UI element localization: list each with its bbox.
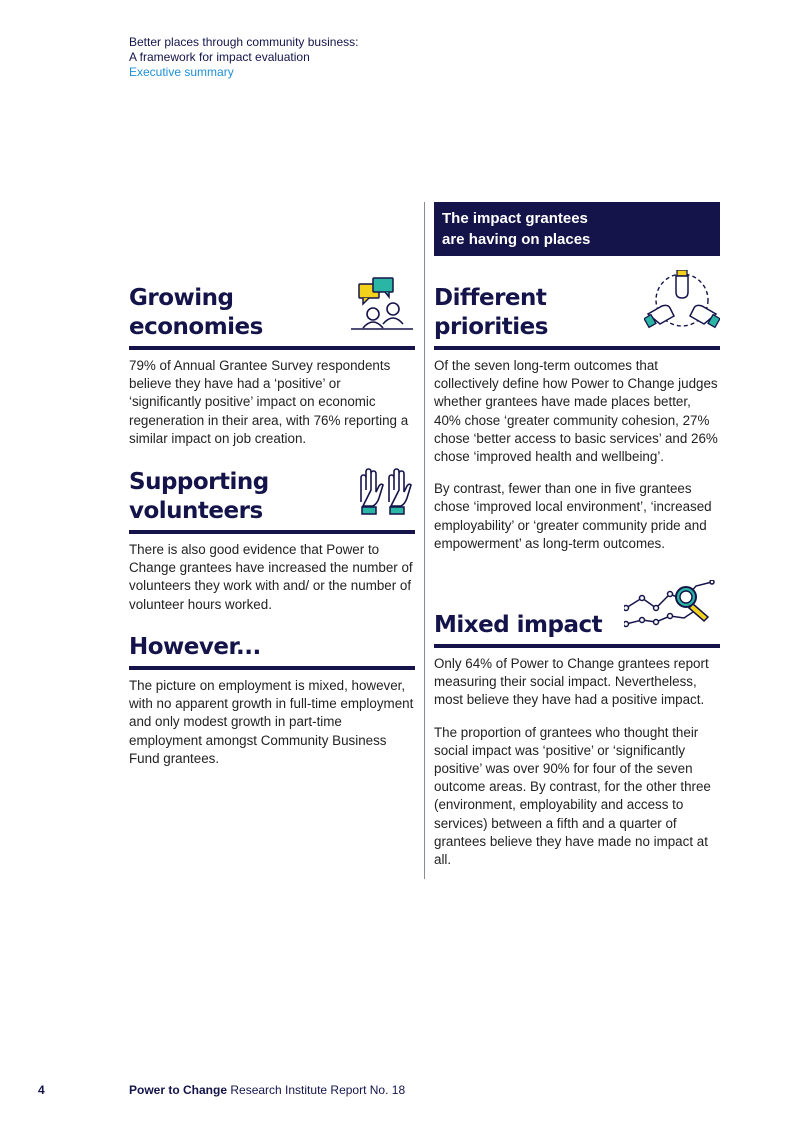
raised-hands-icon xyxy=(355,466,415,524)
report-title-line1: Better places through community business: xyxy=(129,35,359,49)
team-hands-icon xyxy=(644,270,720,340)
mixed-impact-heading: Mixed impact xyxy=(434,611,720,648)
different-priorities-heading: Different priorities xyxy=(434,284,720,350)
however-heading: However... xyxy=(129,633,415,670)
footer-report-title: Research Institute Report No. 18 xyxy=(230,1083,406,1097)
banner-line2: are having on places xyxy=(442,231,591,248)
however-block xyxy=(129,633,415,768)
magnifier-line-graph-icon xyxy=(624,580,720,638)
footer-brand: Power to Change xyxy=(129,1083,228,1097)
priorities-paragraph-1: Of the seven long-term outcomes that collectively define how Power to Change judges whether grantees have made places better, 40% chose ‘greater community cohesion, 27% chose ‘better access to basic services’ and 26% chose ‘improved health and wellbeing’. xyxy=(434,358,718,465)
running-header xyxy=(129,35,358,80)
growing-economies-heading: Growing economies xyxy=(129,284,415,350)
column-divider xyxy=(424,202,425,879)
section-banner xyxy=(434,202,720,256)
priorities-paragraph-2: By contrast, fewer than one in five grantees chose ‘improved local environment’, ‘increased employability’ or ‘greater community pride and empowerment’ as long-term outcomes. xyxy=(434,481,712,551)
growing-economies-text: 79% of Annual Grantee Survey respondents believe they have had a ‘positive’ or ‘significantly positive’ impact on economic regeneration in their area, with 76% reporting a similar impact on job creation. xyxy=(129,358,409,446)
different-priorities-block xyxy=(434,284,720,567)
page-number: 4 xyxy=(38,1083,45,1097)
however-text: The picture on employment is mixed, however, with no apparent growth in full-time employment and only modest growth in part-time employment amongst Community Business Fund grantees. xyxy=(129,678,414,766)
mixed-paragraph-2: The proportion of grantees who thought their social impact was ‘positive’ or ‘significantly positive’ was over 90% for four of the seven outcome areas. By contrast, for the other three (environment, employability and access to services) between a fifth and a quarter of grantees believe they have made no impact at all. xyxy=(434,724,711,868)
report-title-line2: A framework for impact evaluation xyxy=(129,50,310,64)
growing-economies-block xyxy=(129,284,415,448)
supporting-volunteers-block xyxy=(129,468,415,614)
supporting-volunteers-text: There is also good evidence that Power to Change grantees have increased the number of volunteers they work with and/ or the number of volunteer hours worked. xyxy=(129,542,413,612)
mixed-paragraph-1: Only 64% of Power to Change grantees report measuring their social impact. Nevertheless, most believe they have had a positive impact. xyxy=(434,656,709,708)
different-priorities-text xyxy=(434,357,720,553)
people-speech-bubbles-icon xyxy=(351,276,415,340)
section-label: Executive summary xyxy=(129,65,234,79)
supporting-volunteers-heading: Supporting volunteers xyxy=(129,468,415,534)
mixed-impact-block xyxy=(434,611,720,883)
running-footer xyxy=(129,1083,405,1097)
banner-line1: The impact grantees xyxy=(442,210,588,227)
mixed-impact-text xyxy=(434,655,720,869)
